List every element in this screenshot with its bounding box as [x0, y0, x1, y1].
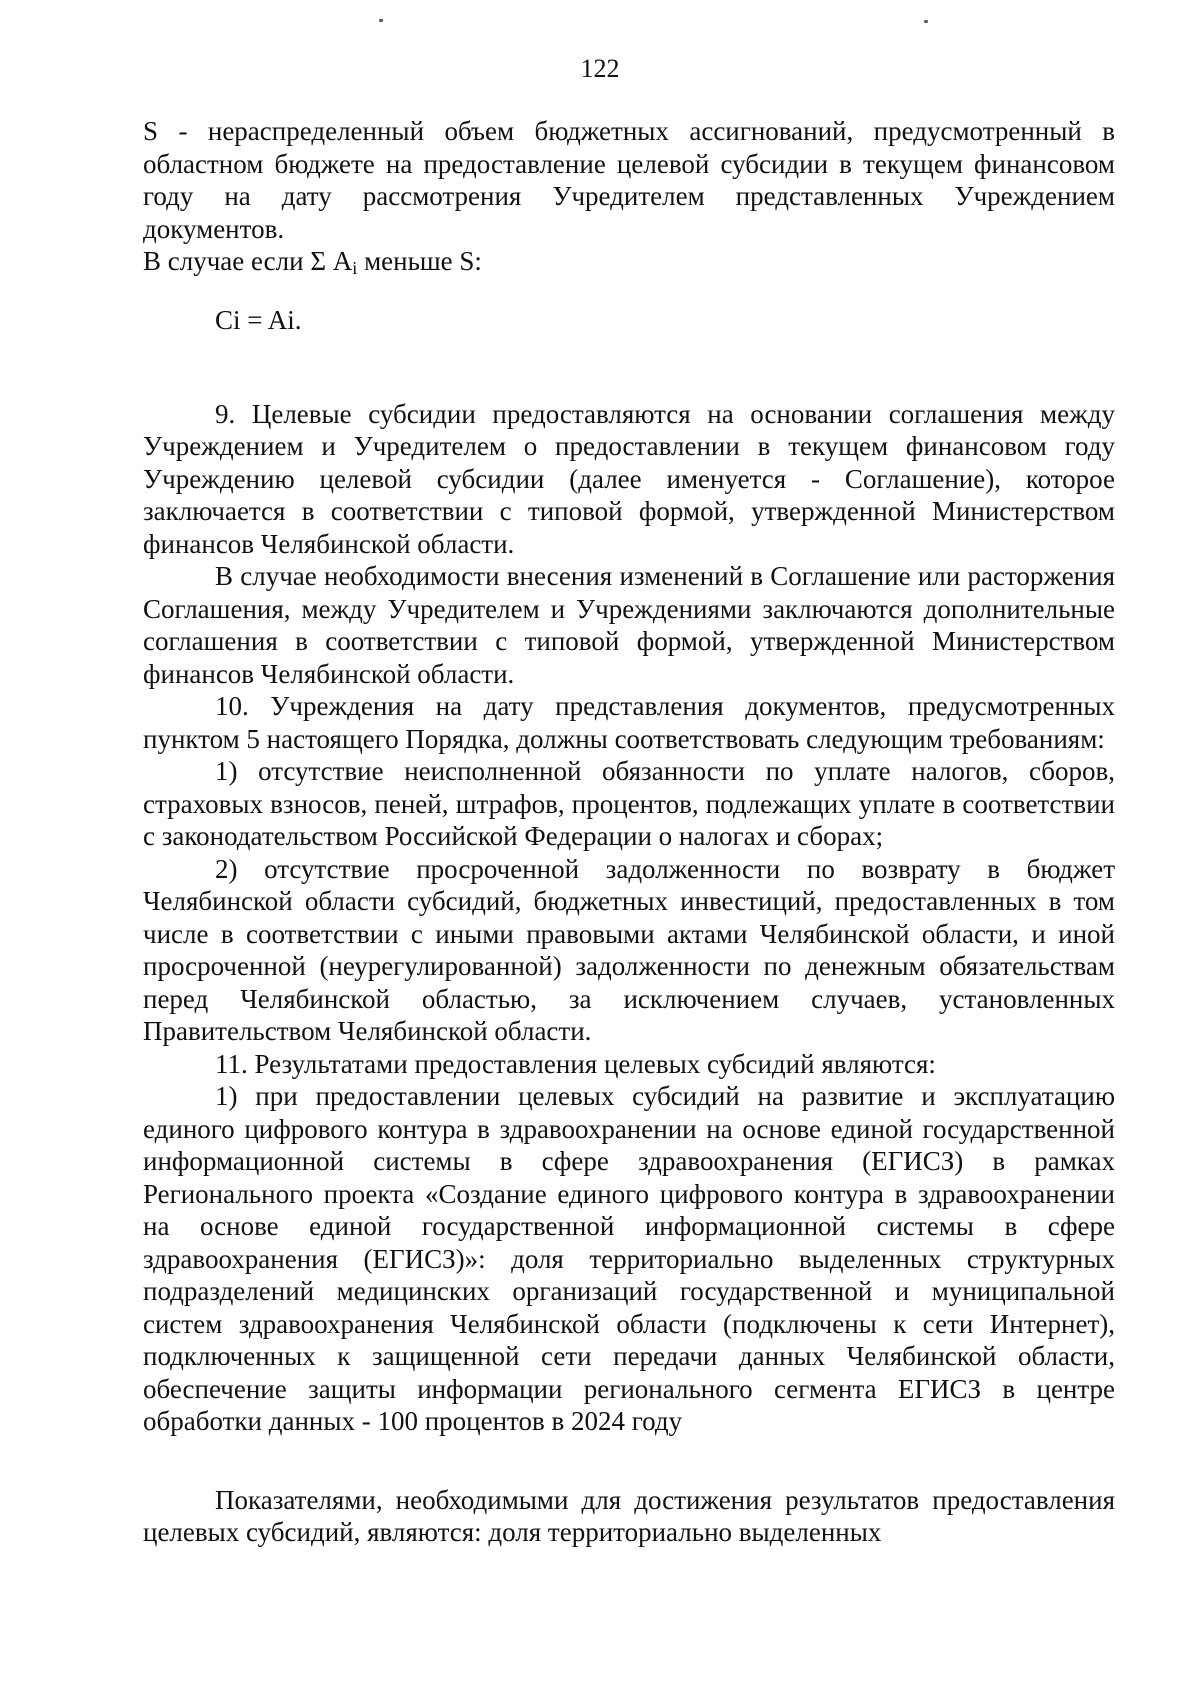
condition-lead: В случае если Σ A — [143, 246, 353, 276]
paragraph-indicators: Показателями, необходимыми для достижения результатов предоставления целевых субсидий, являются: доля территориально выделенных — [143, 1484, 1115, 1547]
scan-mark — [924, 20, 928, 23]
paragraph-10-item-2: 2) отсутствие просроченной задолженности по возврату в бюджет Челябинской области субсидий, бюджетных инвестиций, предоставленных в том числе в соответствии с иными правовыми актами Челябинской области, и иной просроченной (неурегулированной) задолженности по денежным обязательствам перед Челябинской областью, за исключением случаев, установленных Правительством Челябинской области. — [143, 853, 1115, 1046]
spacer — [143, 362, 1115, 398]
paragraph-9-amendments: В случае необходимости внесения изменений в Соглашение или расторжения Соглашения, между Учредителем и Учреждениями заключаются дополнительные соглашения в соответствии с типовой формой, утвержденной Министерством финансов Челябинской области. — [143, 561, 1115, 689]
paragraph-s-definition: S - нераспределенный объем бюджетных ассигнований, предусмотренный в областном бюджете на предоставление целевой субсидии в текущем финансовом году на дату рассмотрения Учредителем представленных Учреждением документов. — [143, 116, 1115, 244]
document-body — [143, 115, 1115, 1549]
scan-mark — [379, 19, 383, 22]
paragraph-10: 10. Учреждения на дату представления документов, предусмотренных пунктом 5 настоящего Порядка, должны соответствовать следующим требованиям: — [143, 691, 1115, 754]
paragraph-11: 11. Результатами предоставления целевых субсидий являются: — [215, 1048, 936, 1079]
paragraph-11-item-1: 1) при предоставлении целевых субсидий на развитие и эксплуатацию единого цифрового контура в здравоохранении на основе единой государственной информационной системы в сфере здравоохранения (ЕГИСЗ) в рамках Регионального проекта «Создание единого цифрового контура в здравоохранении на основе единой государственной информационной системы в сфере здравоохранения (ЕГИСЗ)»: доля территориально выделенных структурных подразделений медицинских организаций государственной и муниципальной систем здравоохранения Челябинской области (подключены к сети Интернет), подключенных к защищенной сети передачи данных Челябинской области, обеспечение защиты информации регионального сегмента ЕГИСЗ в центре обработки данных - 100 процентов в 2024 году — [143, 1081, 1115, 1436]
spacer — [143, 1438, 1115, 1484]
formula: Ci = Ai. — [215, 304, 302, 335]
page-number: 122 — [580, 54, 620, 83]
condition-tail: меньше S: — [357, 246, 482, 276]
condition-line — [143, 245, 1115, 278]
condition-subscript: i — [352, 258, 358, 278]
paragraph-9: 9. Целевые субсидии предоставляются на основании соглашения между Учреждением и Учредителем о предоставлении в текущем финансовом году Учреждению целевой субсидии (далее именуется - Соглашение), которое заключается в соответствии с типовой формой, утвержденной Министерством финансов Челябинской области. — [143, 398, 1115, 559]
paragraph-10-item-1: 1) отсутствие неисполненной обязанности по уплате налогов, сборов, страховых взносов, пеней, штрафов, процентов, подлежащих уплате в соответствии с законодательством Российской Федерации о налогах и сборах; — [143, 756, 1115, 851]
